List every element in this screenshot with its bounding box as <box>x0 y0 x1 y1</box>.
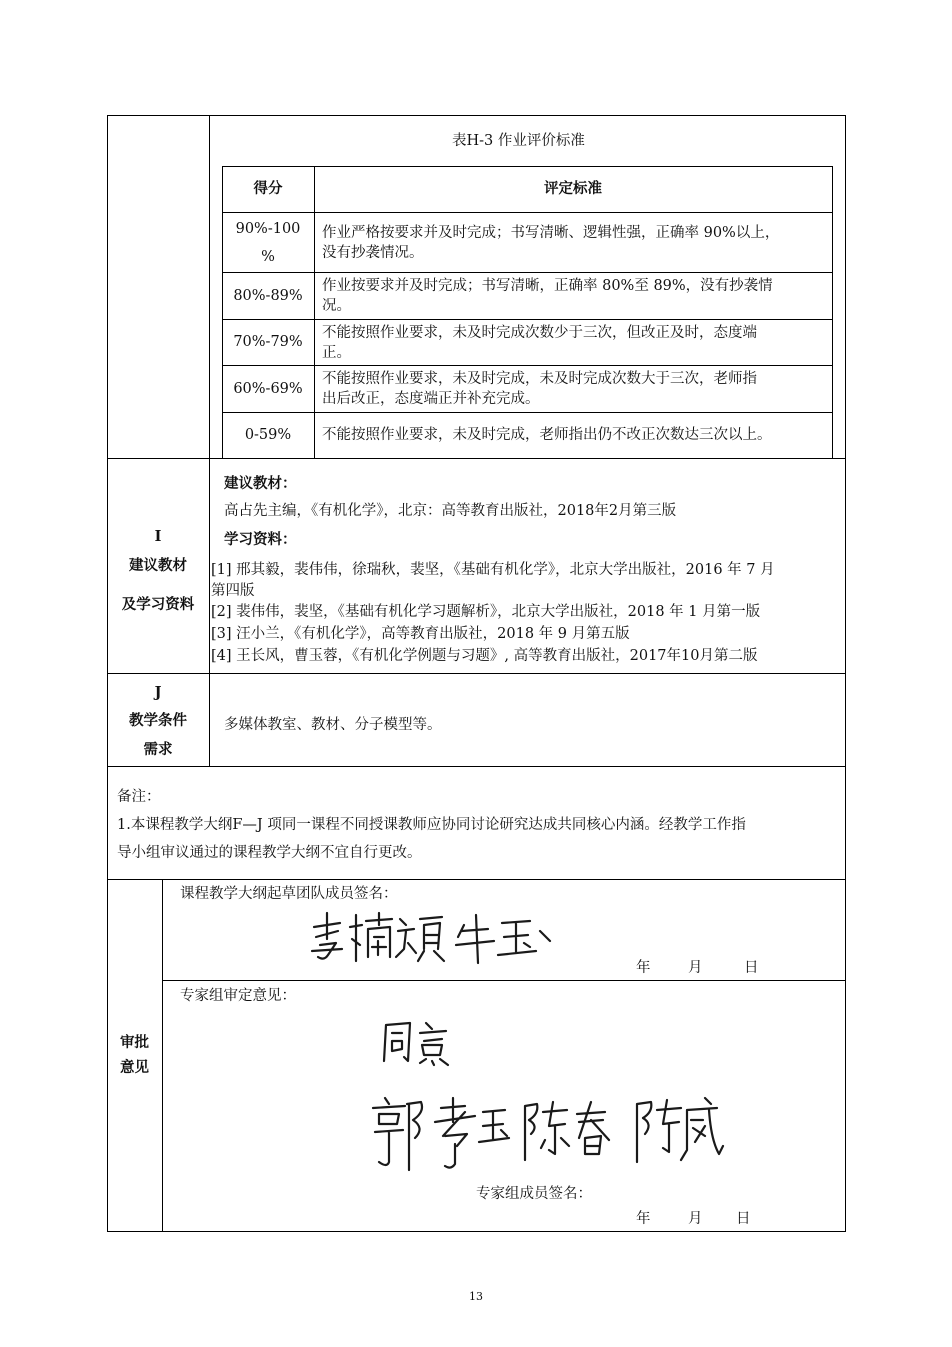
section-j-letter: J <box>154 684 162 701</box>
row1-score-line2: % <box>261 249 275 265</box>
row4-criteria-line2: 出后改正，态度端正并补充完成。 <box>322 391 540 407</box>
section-i-label-line2: 及学习资料 <box>121 596 195 613</box>
row5-score: 0-59% <box>244 427 292 443</box>
reference-3: [3] 汪小兰，《有机化学》，高等教育出版社，2018 年 9 月第五版 <box>211 626 630 642</box>
inner-table-right <box>832 166 833 459</box>
draft-date-day: 日 <box>744 960 759 976</box>
row2-criteria-line1: 作业按要求并及时完成；书写清晰，正确率 80%至 89%，没有抄袭情 <box>322 278 773 294</box>
col-header-criteria: 评定标准 <box>544 180 602 197</box>
reference-2: [2] 裴伟伟，裴坚，《基础有机化学习题解析》，北京大学出版社，2018 年 1 月第一版 <box>211 604 761 620</box>
textbook-heading: 建议教材： <box>224 475 297 492</box>
reference-1-line2: 第四版 <box>211 583 255 599</box>
draft-team-signature-image <box>300 905 555 970</box>
section-i-label-line1: 建议教材 <box>129 557 187 574</box>
reference-4: [4] 王长风，曹玉蓉，《有机化学例题与习题》, 高等教育出版社，2017年10月第二版 <box>211 648 758 664</box>
draft-date-year: 年 <box>636 960 651 976</box>
row1-criteria-line2: 没有抄袭情况。 <box>322 245 424 261</box>
row4-criteria-line1: 不能按照作业要求，未及时完成，未及时完成次数大于三次，老师指 <box>322 371 757 387</box>
notes-line1: 1.本课程教学大纲F—J 项同一课程不同授课教师应协同讨论研究达成共同核心内涵。经教学工作指 <box>117 817 746 833</box>
approval-label-line2: 意见 <box>120 1059 149 1076</box>
frame-bottom <box>107 1231 846 1232</box>
notes-heading: 备注： <box>117 789 161 805</box>
materials-heading: 学习资料： <box>224 531 297 548</box>
draft-team-label: 课程教学大纲起草团队成员签名： <box>180 886 398 902</box>
frame-approval-label-divider <box>162 879 163 1232</box>
page-number: 13 <box>469 1290 483 1303</box>
notes-line2: 导小组审议通过的课程教学大纲不宜自行更改。 <box>117 845 422 861</box>
frame-top <box>107 115 846 116</box>
textbook-entry: 高占先主编，《有机化学》，北京：高等教育出版社，2018年2月第三版 <box>224 503 677 519</box>
row3-score: 70%-79% <box>233 334 303 350</box>
row1-score-line1: 90%-100 <box>235 221 301 237</box>
frame-label-divider <box>209 115 210 767</box>
row5-criteria: 不能按照作业要求，未及时完成，老师指出仍不改正次数达三次以上。 <box>322 427 772 443</box>
expert-opinion-label: 专家组审定意见： <box>180 988 296 1004</box>
section-i-letter: I <box>154 528 162 545</box>
section-j-label-line2: 需求 <box>143 741 173 758</box>
section-j-content: 多媒体教室、教材、分子模型等。 <box>224 717 442 733</box>
frame-divider-draft-expert <box>162 980 846 981</box>
row2-criteria-line2: 况。 <box>322 298 351 314</box>
section-j-label-line1: 教学条件 <box>129 712 187 729</box>
expert-sign-label: 专家组成员签名： <box>476 1186 592 1202</box>
row1-criteria-line1: 作业严格按要求并及时完成；书写清晰、逻辑性强，正确率 90%以上， <box>322 225 780 241</box>
expert-date-month: 月 <box>688 1211 703 1227</box>
inner-table-left <box>222 166 223 459</box>
row2-score: 80%-89% <box>233 288 303 304</box>
frame-divider-notes-approval <box>107 879 846 880</box>
expert-date-year: 年 <box>636 1211 651 1227</box>
row4-score: 60%-69% <box>233 381 303 397</box>
inner-table-col-divider <box>314 166 315 459</box>
frame-divider-i-j <box>107 673 846 674</box>
frame-right <box>845 115 846 1232</box>
reference-1-line1: [1] 邢其毅，裴伟伟，徐瑞秋，裴坚，《基础有机化学》，北京大学出版社，2016 年 7 月 <box>211 562 775 578</box>
approval-label-line1: 审批 <box>120 1034 149 1051</box>
frame-divider-j-notes <box>107 766 846 767</box>
expert-opinion-handwriting-image <box>380 1015 455 1070</box>
col-header-score: 得分 <box>253 180 283 197</box>
row3-criteria-line2: 正。 <box>322 345 351 361</box>
draft-date-month: 月 <box>688 960 703 976</box>
expert-date-day: 日 <box>736 1211 751 1227</box>
row3-criteria-line1: 不能按照作业要求，未及时完成次数少于三次，但改正及时，态度端 <box>322 325 757 341</box>
homework-table-caption: 表H-3 作业评价标准 <box>452 133 585 149</box>
expert-signatures-image <box>365 1090 725 1175</box>
